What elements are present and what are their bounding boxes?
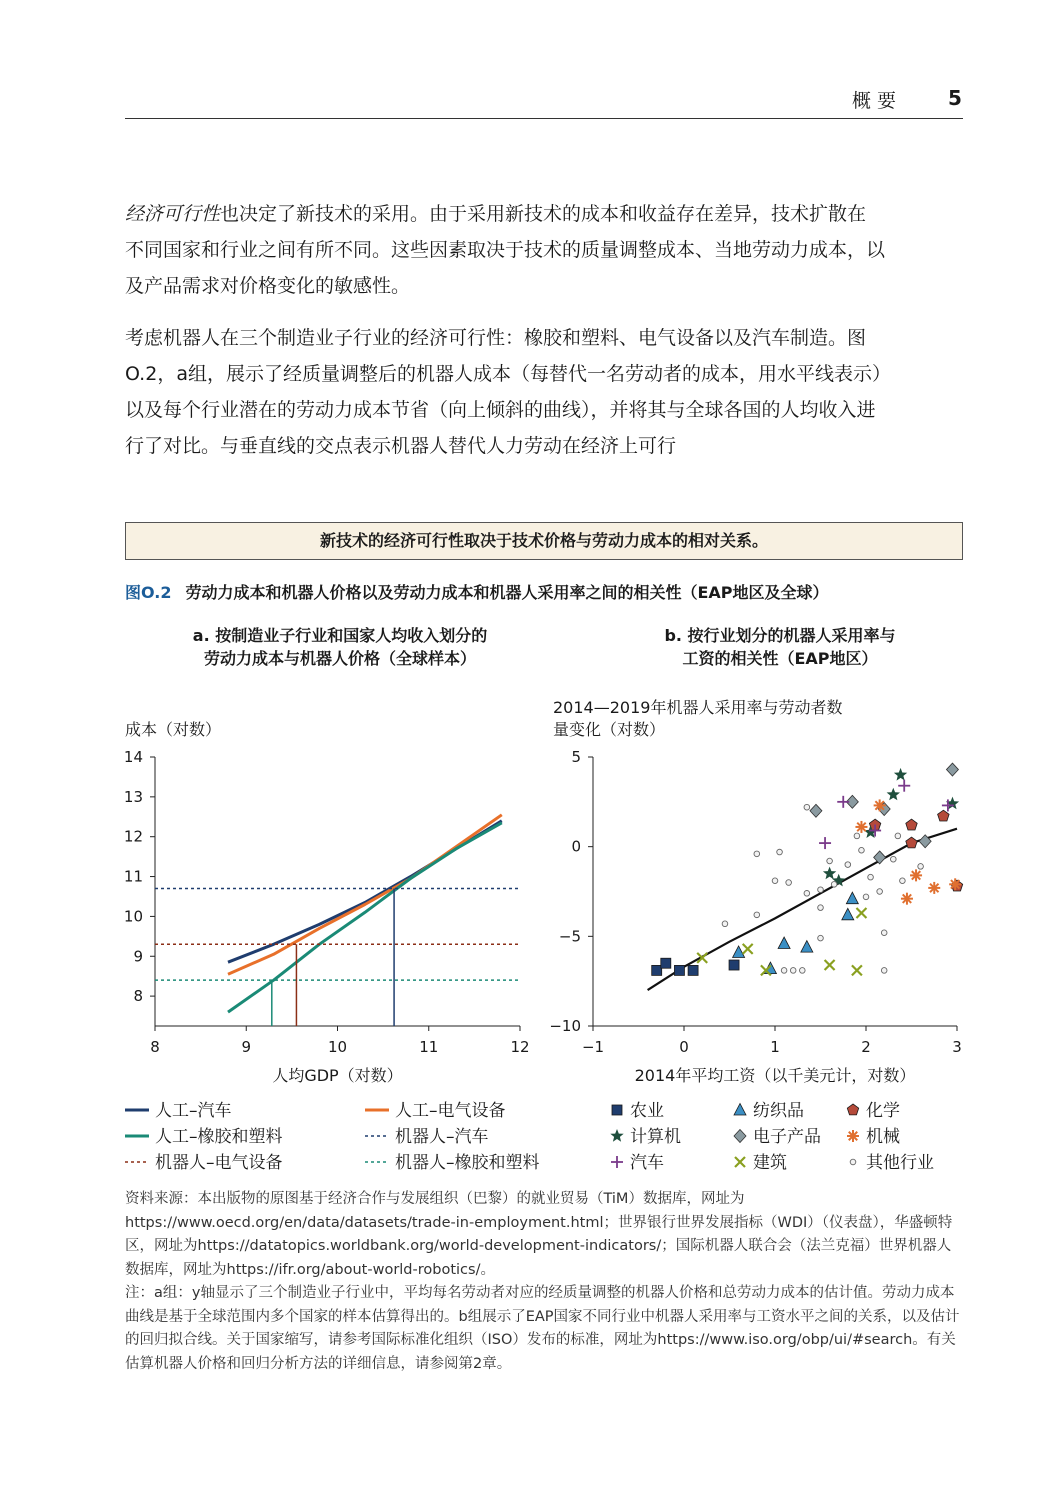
panel-b-point-star [823, 867, 836, 880]
panel-b-x-tick-label: 1 [770, 1038, 780, 1056]
panel-b-legend-label: 化学 [866, 1101, 900, 1121]
panel-a-legend-label: 人工–汽车 [155, 1101, 232, 1121]
panel-b-point-x [852, 965, 862, 975]
panel-b-point-dot [754, 851, 760, 857]
panel-b-legend-label: 汽车 [630, 1153, 664, 1173]
panel-b-point-triangle [733, 946, 745, 958]
panel-b-point-dot [818, 887, 824, 893]
panel-b-point-dot [859, 847, 865, 853]
panel-b-legend-marker [734, 1130, 746, 1143]
panel-b-point-x [825, 960, 835, 970]
panel-b-point-diamond [946, 763, 958, 776]
panel-b-y-axis-label: 量变化（对数） [553, 720, 666, 739]
panel-a-y-axis-label: 成本（对数） [125, 720, 222, 739]
panel-b-point-triangle [778, 937, 790, 949]
figure-notes [125, 1188, 963, 1376]
panel-b-point-dot [772, 878, 778, 884]
panel-a-legend-label: 机器人–电气设备 [155, 1153, 283, 1173]
panel-b-legend-label: 计算机 [630, 1127, 681, 1147]
panel-b-point-dot [754, 912, 760, 918]
panel-a-y-tick-label: 13 [123, 787, 143, 806]
panel-a-legend-label: 人工–橡胶和塑料 [155, 1127, 283, 1147]
panel-a-title-line2: 劳动力成本与机器人价格（全球样本） [203, 649, 476, 668]
panel-b-point-dot [804, 804, 810, 810]
panel-b-legend-label: 建筑 [753, 1153, 787, 1173]
panel-b-point-dot [831, 882, 837, 888]
panel-a-title-line1: a. 按制造业子行业和国家人均收入划分的 [192, 626, 488, 645]
page-number: 5 [948, 86, 962, 110]
panel-b-point-dot [786, 880, 792, 886]
panel-a-y-tick-label: 12 [123, 827, 143, 846]
panel-b-x-tick-label: 3 [952, 1038, 962, 1056]
panel-b-legend-label: 机械 [866, 1127, 900, 1147]
panel-a-legend-label: 机器人–橡胶和塑料 [395, 1153, 540, 1173]
panel-a-x-axis-label: 人均GDP（对数） [272, 1066, 403, 1085]
panel-b-point-dot [845, 862, 851, 868]
panel-b-point-dot [781, 968, 787, 974]
panel-b-point-dot [827, 858, 833, 864]
panel-b-point-star [887, 788, 900, 801]
panel-b-point-dot [722, 921, 728, 927]
panel-b-point-asterisk [901, 893, 913, 905]
paragraph-1-text: 也决定了新技术的采用。由于采用新技术的成本和收益存在差异，技术扩散在不同国家和行业之间有所不同。这些因素取决于技术的质量调整成本、当地劳动力成本，以及产品需求对价格变化的敏感性。 [125, 203, 886, 297]
panel-a-x-tick-label: 8 [150, 1038, 160, 1056]
figure-caption: 劳动力成本和机器人价格以及劳动力成本和机器人采用率之间的相关性（EAP地区及全球） [185, 583, 829, 602]
panel-b-point-x [743, 944, 753, 954]
running-header-title: 概要 [852, 90, 903, 112]
panel-b-point-triangle [842, 908, 854, 920]
key-message-banner: 新技术的经济可行性取决于技术价格与劳动力成本的相对关系。 [125, 522, 963, 560]
panel-b-point-dot [900, 878, 906, 884]
figure-number: 图O.2 [125, 583, 172, 602]
paragraph-2: 考虑机器人在三个制造业子行业的经济可行性：橡胶和塑料、电气设备以及汽车制造。图O.2，a组，展示了经质量调整后的机器人成本（每替代一名劳动者的成本，用水平线表示）以及每个行业潜在的劳动力成本节省（向上倾斜的曲线），并将其与全球各国的人均收入进行了对比。与垂直线的交点表示机器人替代人力劳动在经济上可行 [125, 327, 882, 457]
panel-b-point-star [894, 768, 907, 781]
panel-b-point-triangle [846, 892, 858, 904]
panel-b-legend-marker [847, 1130, 859, 1142]
panel-b-point-dot [804, 890, 810, 896]
panel-a-labor-cost-curve [228, 815, 502, 974]
panel-a-y-tick-label: 9 [133, 947, 143, 966]
panel-b-point-asterisk [928, 882, 940, 894]
panel-b-point-dot [877, 889, 883, 895]
panel-b-y-tick-label: 0 [571, 837, 581, 856]
panel-b-point-dot [854, 833, 860, 839]
panel-b-x-axis-label: 2014年平均工资（以千美元计，对数） [634, 1066, 916, 1085]
panel-b-point-dot [790, 968, 796, 974]
panel-b-point-pentagon [938, 810, 950, 821]
panel-b-point-asterisk [910, 869, 922, 881]
panel-b-x-tick-label: 2 [861, 1038, 871, 1056]
paragraph-1-lead: 经济可行性 [125, 203, 221, 225]
panel-b-point-dot [818, 905, 824, 911]
panel-b-point-dot [881, 968, 887, 974]
panel-b-y-tick-label: −10 [549, 1017, 581, 1035]
panel-a-y-tick-label: 10 [123, 907, 143, 926]
panel-b-legend-label: 其他行业 [866, 1153, 934, 1173]
panel-b-point-diamond [810, 804, 822, 817]
panel-a-y-tick-label: 8 [133, 987, 143, 1006]
panel-b-point-square [661, 958, 671, 968]
panel-b-point-plus [898, 780, 910, 792]
panel-b-point-triangle [801, 941, 813, 953]
panel-b-point-plus [819, 837, 831, 849]
panel-b-point-square [688, 965, 698, 975]
panel-b-point-square [729, 960, 739, 970]
panel-b-point-dot [800, 968, 806, 974]
general-note: 注：a组：y轴显示了三个制造业子行业中，平均每名劳动者对应的经质量调整的机器人价格和总劳动力成本的估计值。劳动力成本曲线是基于全球范围内多个国家的样本估算得出的。b组展示了EAP国家不同行业中机器人采用率与工资水平之间的关系，以及估计的回归拟合线。关于国家缩写，请参考国际标准化组织（ISO）发布的标准，网址为https://www.iso.org/obp/ui/#search。有关估算机器人价格和回归分析方法的详细信息，请参阅第2章。 [125, 1285, 960, 1372]
panel-b-title-line2: 工资的相关性（EAP地区） [682, 649, 878, 668]
panel-b-point-dot [881, 930, 887, 936]
panel-b-legend-marker [850, 1159, 856, 1165]
panel-b-point-square [674, 965, 684, 975]
panel-a-labor-cost-curve [228, 823, 502, 1012]
panel-b-point-dot [863, 894, 869, 900]
panel-b-y-tick-label: −5 [558, 927, 581, 946]
source-note: 资料来源：本出版物的原图基于经济合作与发展组织（巴黎）的就业贸易（TiM）数据库，网址为https://www.oecd.org/en/data/datasets/trade-in-employment.html；世界银行世界发展指标（WDI）（仪表盘），华盛顿特区，网址为https://datatopics.worldbank.org/world-development-indicators/；国际机器人联合会（法兰克福）世界机器人数据库，网址为https://ifr.org/about-world-robotics/。 [125, 1191, 953, 1278]
panel-b-point-square [652, 965, 662, 975]
panel-b-point-dot [891, 856, 897, 862]
panel-b-point-pentagon [906, 837, 917, 848]
panel-b-title-line1: b. 按行业划分的机器人采用率与 [664, 626, 896, 645]
panel-b-point-plus [837, 796, 849, 808]
panel-b-x-tick-label: 0 [679, 1038, 689, 1056]
panel-b-legend-label: 电子产品 [753, 1127, 821, 1147]
panel-b-legend-marker [735, 1157, 745, 1167]
panel-b-point-asterisk [874, 799, 886, 811]
panel-b-legend-marker [610, 1129, 623, 1142]
panel-b-point-asterisk [949, 878, 961, 890]
panel-b-legend-label: 纺织品 [753, 1101, 804, 1121]
panel-b-legend-marker [611, 1156, 623, 1168]
panel-b-y-tick-label: 5 [571, 748, 581, 766]
panel-a-x-tick-label: 12 [510, 1038, 530, 1056]
panel-a-y-tick-label: 11 [123, 867, 143, 886]
panel-b-point-dot [777, 849, 783, 855]
panel-a-legend-label: 人工–电气设备 [395, 1101, 506, 1121]
panel-b-point-dot [918, 864, 924, 870]
panel-b-point-dot [818, 935, 824, 941]
panel-a-legend-label: 机器人–汽车 [395, 1127, 489, 1147]
panel-b-legend-marker [612, 1105, 622, 1115]
panel-b-point-pentagon [906, 819, 917, 830]
panel-a-x-tick-label: 10 [327, 1038, 348, 1056]
panel-b-x-tick-label: −1 [581, 1038, 605, 1056]
panel-b-point-asterisk [855, 821, 867, 833]
panel-b-legend-label: 农业 [630, 1101, 664, 1121]
panel-a-y-tick-label: 14 [123, 748, 143, 766]
panel-b-point-dot [895, 833, 901, 839]
panel-a-x-tick-label: 11 [419, 1038, 439, 1056]
panel-a-x-tick-label: 9 [241, 1038, 252, 1056]
panel-b-legend-marker [734, 1104, 746, 1116]
panel-b-y-axis-label: 2014—2019年机器人采用率与劳动者数 [553, 698, 843, 717]
panel-b-point-dot [868, 874, 874, 880]
panel-b-legend-marker [847, 1104, 858, 1115]
panel-b-point-x [856, 908, 866, 918]
